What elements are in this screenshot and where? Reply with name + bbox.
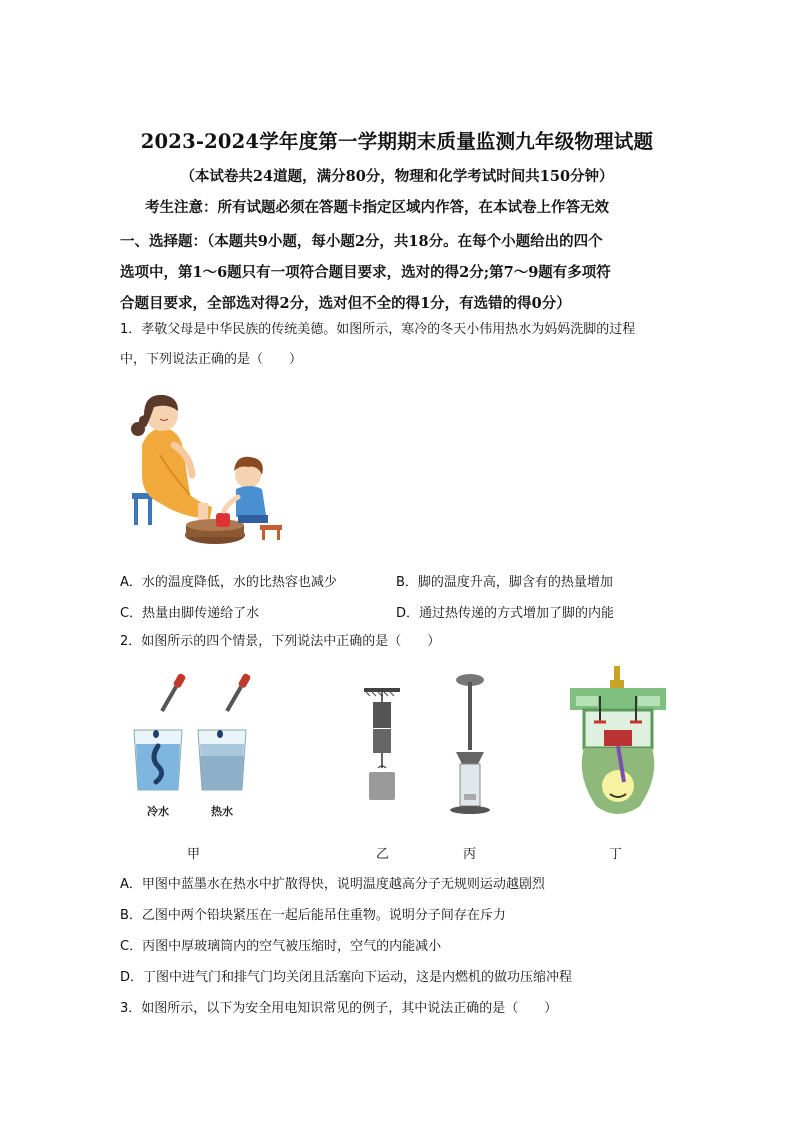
q1-option-c: C．热量由脚传递给了水 [120,606,260,621]
q2-option-b: B．乙图中两个铅块紧压在一起后能吊住重物。说明分子间存在斥力 [120,908,506,923]
figure-caption-yi: 乙 [376,847,390,862]
q1-option-d: D．通过热传递的方式增加了脚的内能 [396,606,615,621]
foot-washing-illustration [120,385,290,553]
compression-cylinder-illustration [448,672,492,817]
label-hot-water: 热水 [211,805,233,818]
question-1-stem [120,315,690,375]
figure-caption-ding: 丁 [609,847,623,862]
q1-option-b: B．脚的温度升高，脚含有的热量增加 [396,575,613,590]
exam-title: 2023-2024学年度第一学期期末质量监测九年级物理试题 [140,130,654,153]
section-line: 合题目要求，全部选对得2分，选对但不全的得1分，有选错的得0分） [120,295,571,312]
q2-option-a: A．甲图中蓝墨水在热水中扩散得快，说明温度越高分子无规则运动越剧烈 [120,877,545,892]
section-line: 选项中，第1～6题只有一项符合题目要求，选对的得2分;第7～9题有多项符 [120,264,611,281]
section-line: 一、选择题：（本题共9小题，每小题2分，共18分。在每个小题给出的四个 [120,233,603,250]
section-one-instructions [120,226,680,319]
lead-blocks-illustration [360,688,404,803]
exam-notice: 考生注意：所有试题必须在答题卡指定区域内作答，在本试卷上作答无效 [145,199,609,216]
diffusion-beakers-illustration [128,672,258,827]
q1-option-a: A．水的温度降低，水的比热容也减少 [120,575,337,590]
question-3-stem: 3．如图所示，以下为安全用电知识常见的例子，其中说法正确的是（ ） [120,1001,558,1016]
question-2-stem: 2．如图所示的四个情景，下列说法中正确的是（ ） [120,634,441,649]
q2-option-c: C．丙图中厚玻璃筒内的空气被压缩时，空气的内能减小 [120,939,442,954]
q2-option-d: D．丁图中进气门和排气门均关闭且活塞向下运动，这是内燃机的做功压缩冲程 [120,970,573,985]
figure-caption-bing: 丙 [463,847,477,862]
exam-subtitle: （本试卷共24道题，满分80分，物理和化学考试时间共150分钟） [180,168,614,185]
figure-caption-jia: 甲 [187,847,201,862]
question-line: 中，下列说法正确的是（ ） [120,352,303,367]
question-line: 1．孝敬父母是中华民族的传统美德。如图所示，寒冷的冬天小伟用热水为妈妈洗脚的过程 [120,322,636,337]
label-cold-water: 冷水 [147,805,169,818]
engine-cylinder-illustration [566,666,670,822]
